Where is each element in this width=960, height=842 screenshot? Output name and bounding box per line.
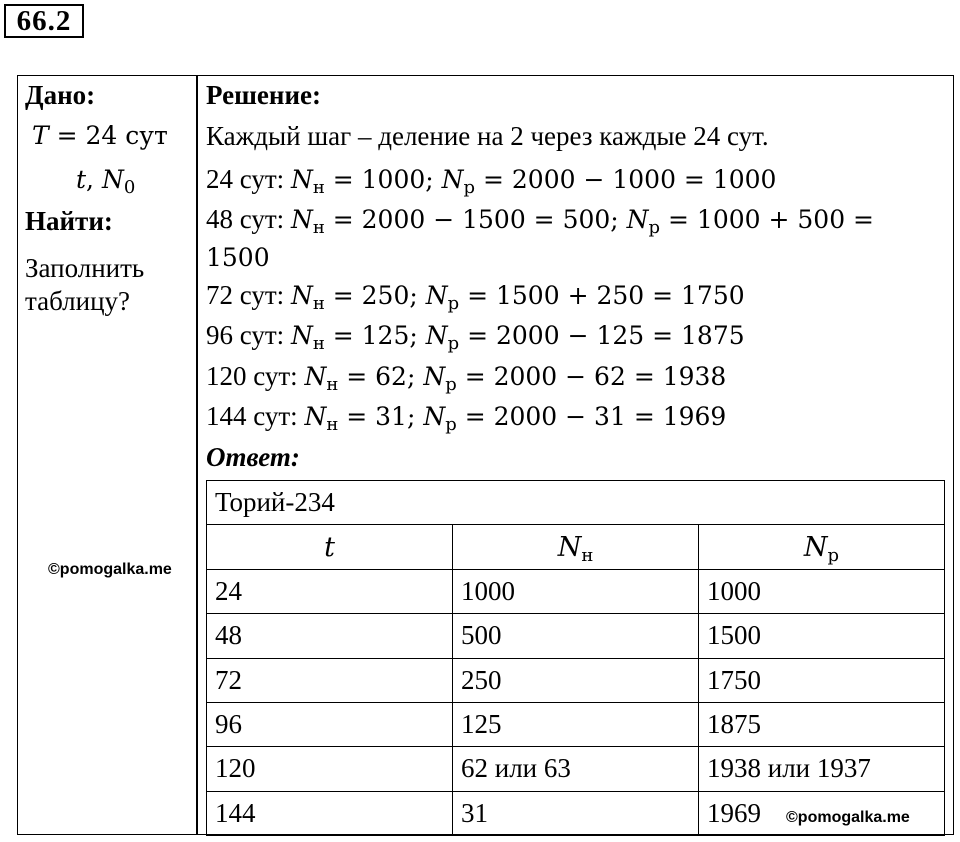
find-line-1: Заполнить [25,253,145,283]
subscript-p: р [445,414,457,435]
subscript-h: н [312,333,325,354]
n-symbol: N [290,165,313,194]
cell-nh: 250 [453,658,699,702]
cell-nh: 125 [453,702,699,746]
subscript-h: н [312,293,325,314]
subscript-h: н [312,217,325,238]
subscript-h: н [312,177,325,198]
time-symbol: t [76,165,87,194]
solution-line [206,320,745,354]
cell-t: 48 [207,614,453,658]
table-row [207,747,945,791]
n-symbol: N [425,281,448,310]
solution-header: Решение: [206,80,321,110]
table-title-row [207,481,945,525]
cell-nh: 1000 [453,569,699,613]
cell-np: 1750 [699,658,945,702]
table-row [207,614,945,658]
table-header-row [207,525,945,569]
line-prefix: 48 сут: [206,204,291,234]
solution-line [206,164,777,198]
np-expression: = 1000 + 500 = [660,205,874,234]
n0-subscript: 0 [123,177,136,198]
np-expression: = 1500 + 250 = 1750 [459,281,745,310]
np-expression: = 2000 − 125 = 1875 [459,321,745,350]
table-row [207,569,945,613]
subscript-p: р [447,333,460,354]
solution-line [206,204,874,238]
nh-expression: = 250; [324,281,426,310]
find-header: Найти: [25,206,113,236]
table-row [207,702,945,746]
n-symbol: N [290,321,313,350]
subscript-h: н [581,544,594,566]
subscript-p: р [445,374,457,395]
nh-expression: = 31; [338,402,424,431]
table-row [207,658,945,702]
given-period [32,121,168,151]
find-line-2: таблицу? [25,286,131,316]
answer-header: Ответ: [206,442,300,472]
cell-np: 1938 или 1937 [699,747,945,791]
problem-number: 66.2 [4,4,84,38]
cell-nh: 500 [453,614,699,658]
cell-t: 96 [207,702,453,746]
line-prefix: 96 сут: [206,320,291,350]
cell-t: 144 [207,791,453,835]
subscript-p: р [447,293,460,314]
watermark: ©pomogalka.me [48,561,172,578]
col-header-np [699,525,945,569]
solution-line [206,280,745,314]
n-symbol: N [290,205,313,234]
n-symbol: N [626,205,649,234]
solution-continuation: 1500 [206,243,270,272]
subscript-h: н [326,374,339,395]
subscript-p: р [463,177,476,198]
np-expression: = 2000 − 31 = 1969 [456,402,727,431]
solution-line [206,401,727,435]
line-prefix: 72 сут: [206,280,291,310]
period-value: = 24 сут [48,121,168,150]
n-symbol: N [304,362,327,391]
np-expression: = 2000 − 1000 = 1000 [475,165,777,194]
n0-symbol: N [101,165,124,194]
subscript-p: р [648,217,661,238]
period-symbol: T [32,121,49,150]
column-divider [196,75,198,835]
n-symbol: N [304,402,327,431]
watermark: ©pomogalka.me [786,809,910,826]
line-prefix: 144 сут: [206,401,305,431]
cell-nh: 31 [453,791,699,835]
np-expression: = 2000 − 62 = 1938 [456,362,727,391]
col-header-t: t [207,525,453,569]
cell-t: 120 [207,747,453,791]
solution-line [206,361,727,395]
n-symbol: N [423,402,446,431]
n-symbol: N [290,281,313,310]
line-prefix: 24 сут: [206,164,291,194]
solution-intro: Каждый шаг – деление на 2 через каждые 24 сут. [206,121,769,151]
nh-expression: = 1000; [324,165,442,194]
separator: , [86,165,102,194]
n-symbol: N [423,362,446,391]
n-symbol: N [425,321,448,350]
cell-t: 24 [207,569,453,613]
table-title: Торий-234 [207,481,945,525]
answer-table [206,480,945,836]
n-symbol: N [557,531,582,563]
cell-np: 1000 [699,569,945,613]
subscript-p: р [827,544,840,566]
subscript-h: н [326,414,339,435]
nh-expression: = 125; [324,321,426,350]
n-symbol: N [441,165,464,194]
cell-np: 1875 [699,702,945,746]
cell-t: 72 [207,658,453,702]
cell-np: 1969 [699,791,945,835]
col-header-nh [453,525,699,569]
cell-nh: 62 или 63 [453,747,699,791]
given-header: Дано: [25,80,96,110]
nh-expression: = 62; [338,362,424,391]
nh-expression: = 2000 − 1500 = 500; [324,205,627,234]
given-unknowns [76,165,136,198]
cell-np: 1500 [699,614,945,658]
line-prefix: 120 сут: [206,361,305,391]
n-symbol: N [803,531,828,563]
